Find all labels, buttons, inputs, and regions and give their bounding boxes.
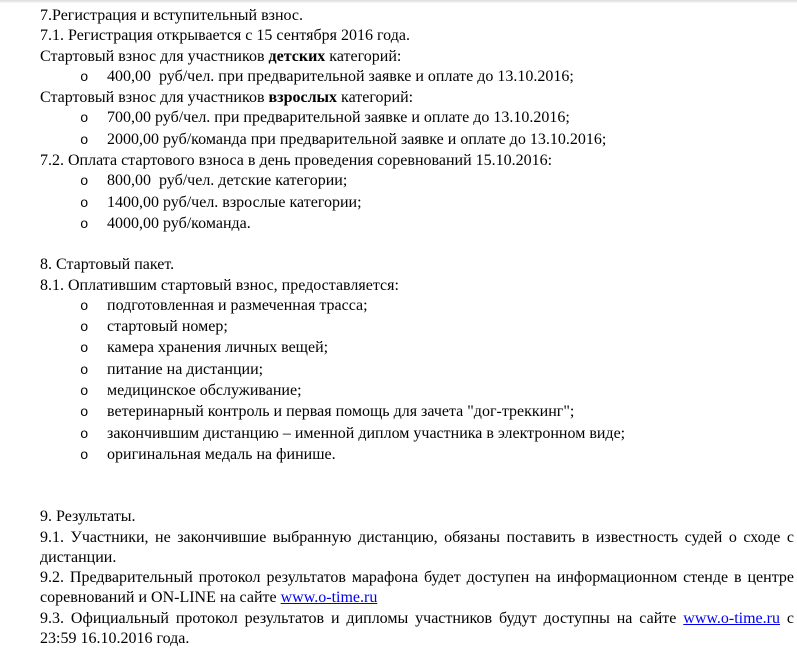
list-item-text: питание на дистанции; <box>107 360 264 378</box>
section8-heading: 8. Стартовый пакет. <box>40 256 175 274</box>
list-item <box>40 108 794 129</box>
fee-adults-line <box>40 88 794 108</box>
paragraph-8-1: 8.1. Оплатившим стартовый взнос, предоставляется: <box>40 276 399 294</box>
paragraph-9-2-text: 9.2. Предварительный протокол результатов марафона будет доступен на информационном стенде в центре соревнований и ON-LINE на сайте <box>40 569 794 607</box>
bullet-marker: o <box>80 132 89 149</box>
list-item-text: медицинское обслуживание; <box>107 382 302 400</box>
blank-line <box>40 235 794 255</box>
o-time-link[interactable]: www.o-time.ru <box>280 589 378 607</box>
fee-adults-suffix: категорий: <box>337 89 414 107</box>
section9-heading: 9. Результаты. <box>40 508 136 526</box>
list-item-text: 700,00 руб/чел. при предварительной заявке и оплате до 13.10.2016; <box>107 109 570 127</box>
window-top-edge <box>0 0 797 3</box>
list-item <box>40 424 794 445</box>
list-item-text: 400,00 руб/чел. при предварительной заявке и оплате до 13.10.2016; <box>107 67 574 85</box>
list-item <box>40 214 794 235</box>
bullet-marker: o <box>80 174 89 191</box>
list-item-text: оригинальная медаль на финише. <box>107 445 336 463</box>
paragraph-9-3-text-after: с 23:59 16.10.2016 года. <box>40 609 794 648</box>
list-item <box>40 360 794 381</box>
list-item <box>40 296 794 317</box>
list-item <box>40 381 794 402</box>
bullet-marker: o <box>80 341 89 358</box>
paragraph-9-3-text-before: 9.3. Официальный протокол результатов и дипломы участников будут доступны на сайте <box>40 609 684 627</box>
list-item <box>40 130 794 151</box>
bullet-marker: o <box>80 405 89 422</box>
bullet-marker: o <box>80 195 89 212</box>
list-item-text: ветеринарный контроль и первая помощь для зачета "дог-треккинг"; <box>107 403 575 421</box>
blank-lines <box>40 466 794 507</box>
section7-heading: 7.Регистрация и вступительный взнос. <box>40 7 304 24</box>
bullet-marker: o <box>80 447 89 464</box>
fee-adults-prefix: Стартовый взнос для участников <box>40 89 269 107</box>
list-item <box>40 338 794 359</box>
bullet-marker: o <box>80 426 89 443</box>
list-item <box>40 317 794 338</box>
list-item-text: 1400,00 руб/чел. взрослые категории; <box>107 193 362 211</box>
fee-children-line <box>40 47 794 67</box>
fee-adults-bold: взрослых <box>268 89 338 107</box>
list-item-text: 4000,00 руб/команда. <box>107 214 251 232</box>
bullet-marker: o <box>80 362 89 379</box>
paragraph-7-1: 7.1. Регистрация открывается с 15 сентября 2016 года. <box>40 27 410 45</box>
list-item <box>40 193 794 214</box>
list-item-text: камера хранения личных вещей; <box>107 339 329 357</box>
paragraph-9-3 <box>40 609 794 649</box>
bullet-marker: o <box>80 111 89 128</box>
bullet-marker: o <box>80 320 89 337</box>
paragraph-9-1: 9.1. Участники, не закончившие выбранную дистанцию, обязаны поставить в известность судей о сходе с дистанции. <box>40 528 794 566</box>
paragraph-9-2 <box>40 568 794 609</box>
bullet-marker: o <box>80 216 89 233</box>
list-item <box>40 445 794 466</box>
fee-children-prefix: Стартовый взнос для участников <box>40 47 269 65</box>
bullet-marker: o <box>80 69 89 86</box>
bullet-marker: o <box>80 384 89 401</box>
list-item-text: 2000,00 руб/команда при предварительной заявке и оплате до 13.10.2016; <box>107 130 607 148</box>
list-item <box>40 67 794 88</box>
list-item-text: 800,00 руб/чел. детские категории; <box>107 172 348 190</box>
bullet-marker: o <box>80 298 89 315</box>
fee-children-suffix: категорий: <box>325 47 402 65</box>
list-item-text: стартовый номер; <box>107 318 228 336</box>
list-item <box>40 402 794 423</box>
paragraph-7-2: 7.2. Оплата стартового взноса в день проведения соревнований 15.10.2016: <box>40 152 553 170</box>
list-item-text: закончившим дистанцию – именной диплом участника в электронном виде; <box>107 424 626 442</box>
fee-children-bold: детских <box>268 47 326 65</box>
list-item <box>40 171 794 192</box>
o-time-link[interactable]: www.o-time.ru <box>683 609 780 627</box>
list-item-text: подготовленная и размеченная трасса; <box>107 296 368 314</box>
